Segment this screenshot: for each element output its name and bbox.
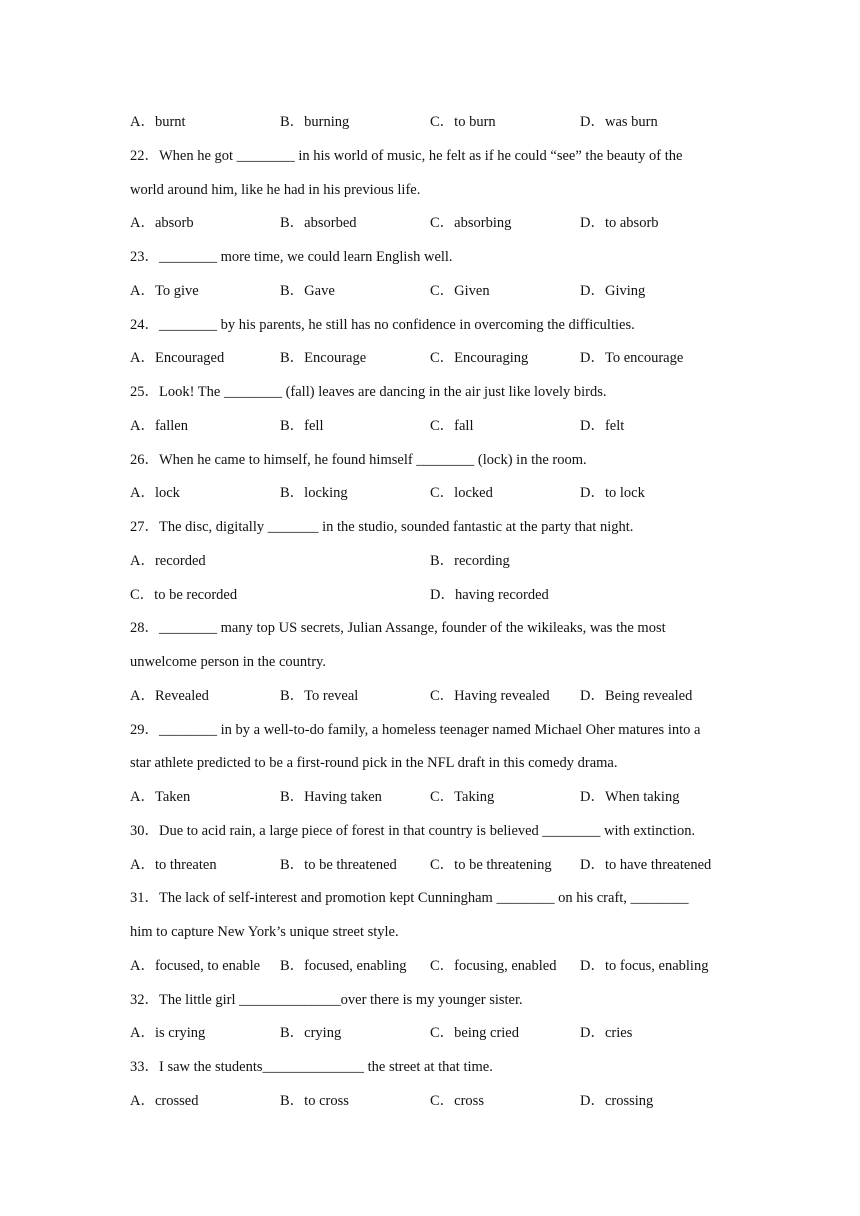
answer-option: D．was burn (580, 114, 658, 130)
answer-option: C．cross (430, 1092, 484, 1109)
answer-options-row (130, 481, 750, 515)
answer-options-row (130, 684, 750, 718)
question-text-line: 24．________ by his parents, he still has no confidence in overcoming the difficulties. (130, 316, 635, 333)
question-text-line: 29．________ in by a well-to-do family, a homeless teenager named Michael Oher matures into a (130, 721, 701, 738)
question-text-line: 25．Look! The ________ (fall) leaves are dancing in the air just like lovely birds. (130, 384, 607, 400)
answer-option: A．Revealed (130, 687, 209, 704)
answer-option: C．focusing, enabled (430, 957, 557, 974)
answer-option: B．to cross (280, 1092, 349, 1109)
answer-option: B．crying (280, 1025, 342, 1042)
answer-option: A．is crying (130, 1025, 206, 1042)
answer-option: B．fell (280, 417, 324, 434)
answer-options-row (130, 583, 750, 617)
answer-option: D．Giving (580, 282, 646, 299)
answer-option: A．absorb (130, 215, 194, 232)
answer-option: A．recorded (130, 552, 206, 569)
answer-options-row (130, 785, 750, 819)
answer-option: B．locking (280, 485, 348, 502)
answer-options-row (130, 279, 750, 313)
question-text-line: 26．When he came to himself, he found himself ________ (lock) in the room. (130, 451, 587, 468)
answer-option: C．locked (430, 485, 493, 502)
document-page (130, 110, 750, 1123)
answer-option: D．To encourage (580, 350, 684, 367)
answer-options-row (130, 110, 750, 144)
question-text-line: 27．The disc, digitally _______ in the studio, sounded fantastic at the party that night. (130, 519, 634, 535)
answer-options-row (130, 853, 750, 887)
answer-option: C．fall (430, 417, 474, 434)
answer-option: B．Encourage (280, 350, 367, 367)
answer-option: D．to focus, enabling (580, 957, 709, 974)
answer-options-row (130, 211, 750, 245)
question-text-line: him to capture New York’s unique street style. (130, 924, 399, 940)
answer-option: D．When taking (580, 789, 680, 805)
answer-option: C．being cried (430, 1025, 519, 1042)
answer-option: D．felt (580, 417, 625, 434)
answer-option: D．crossing (580, 1092, 654, 1109)
question-text-line: 30．Due to acid rain, a large piece of forest in that country is believed ________ with extinction. (130, 822, 696, 839)
answer-option: D．cries (580, 1025, 633, 1042)
question-text-line: 33．I saw the students______________ the street at that time. (130, 1059, 493, 1075)
answer-option: C．to be threatening (430, 856, 552, 873)
answer-option: A．Encouraged (130, 350, 225, 367)
question-text-line: 22．When he got ________ in his world of music, he felt as if he could “see” the beauty of the (130, 147, 683, 164)
answer-option: A．to threaten (130, 856, 217, 873)
answer-options-row (130, 549, 750, 583)
answer-option: C．to be recorded (130, 586, 238, 603)
question-text-line: 28．________ many top US secrets, Julian Assange, founder of the wikileaks, was the most (130, 620, 666, 637)
answer-option: C．to burn (430, 114, 496, 130)
answer-option: B．focused, enabling (280, 957, 407, 974)
answer-option: A．Taken (130, 789, 191, 805)
answer-option: B．absorbed (280, 215, 357, 232)
answer-option: B．Having taken (280, 789, 382, 805)
question-text-line: 32．The little girl ______________over there is my younger sister. (130, 991, 523, 1008)
answer-option: C．Having revealed (430, 687, 550, 704)
answer-option: B．To reveal (280, 687, 359, 704)
question-text-line: world around him, like he had in his previous life. (130, 181, 421, 198)
answer-options-row (130, 346, 750, 380)
answer-option: D．Being revealed (580, 687, 693, 704)
answer-option: D．to have threatened (580, 856, 712, 873)
question-text-line: 31．The lack of self-interest and promotion kept Cunningham ________ on his craft, ________ (130, 890, 689, 907)
answer-option: A．focused, to enable (130, 957, 261, 974)
answer-option: C．Given (430, 282, 490, 299)
answer-options-row (130, 1021, 750, 1055)
answer-option: C．Encouraging (430, 350, 529, 367)
answer-option: B．burning (280, 114, 350, 130)
question-text-line: unwelcome person in the country. (130, 654, 326, 670)
answer-option: A．fallen (130, 417, 188, 434)
answer-option: D．to absorb (580, 215, 659, 232)
question-text-line: 23．________ more time, we could learn English well. (130, 249, 453, 265)
answer-option: A．crossed (130, 1092, 199, 1109)
answer-option: B．Gave (280, 282, 335, 299)
answer-option: B．recording (430, 552, 510, 569)
answer-options-row (130, 954, 750, 988)
answer-option: D．having recorded (430, 586, 549, 603)
answer-option: C．absorbing (430, 215, 512, 232)
answer-option: A．burnt (130, 114, 186, 130)
answer-option: D．to lock (580, 485, 645, 502)
answer-option: C．Taking (430, 789, 495, 805)
answer-options-row (130, 414, 750, 448)
question-text-line: star athlete predicted to be a first-round pick in the NFL draft in this comedy drama. (130, 755, 618, 772)
answer-option: B．to be threatened (280, 856, 397, 873)
answer-option: A．lock (130, 485, 180, 502)
answer-options-row (130, 1089, 750, 1123)
answer-option: A．To give (130, 282, 199, 299)
